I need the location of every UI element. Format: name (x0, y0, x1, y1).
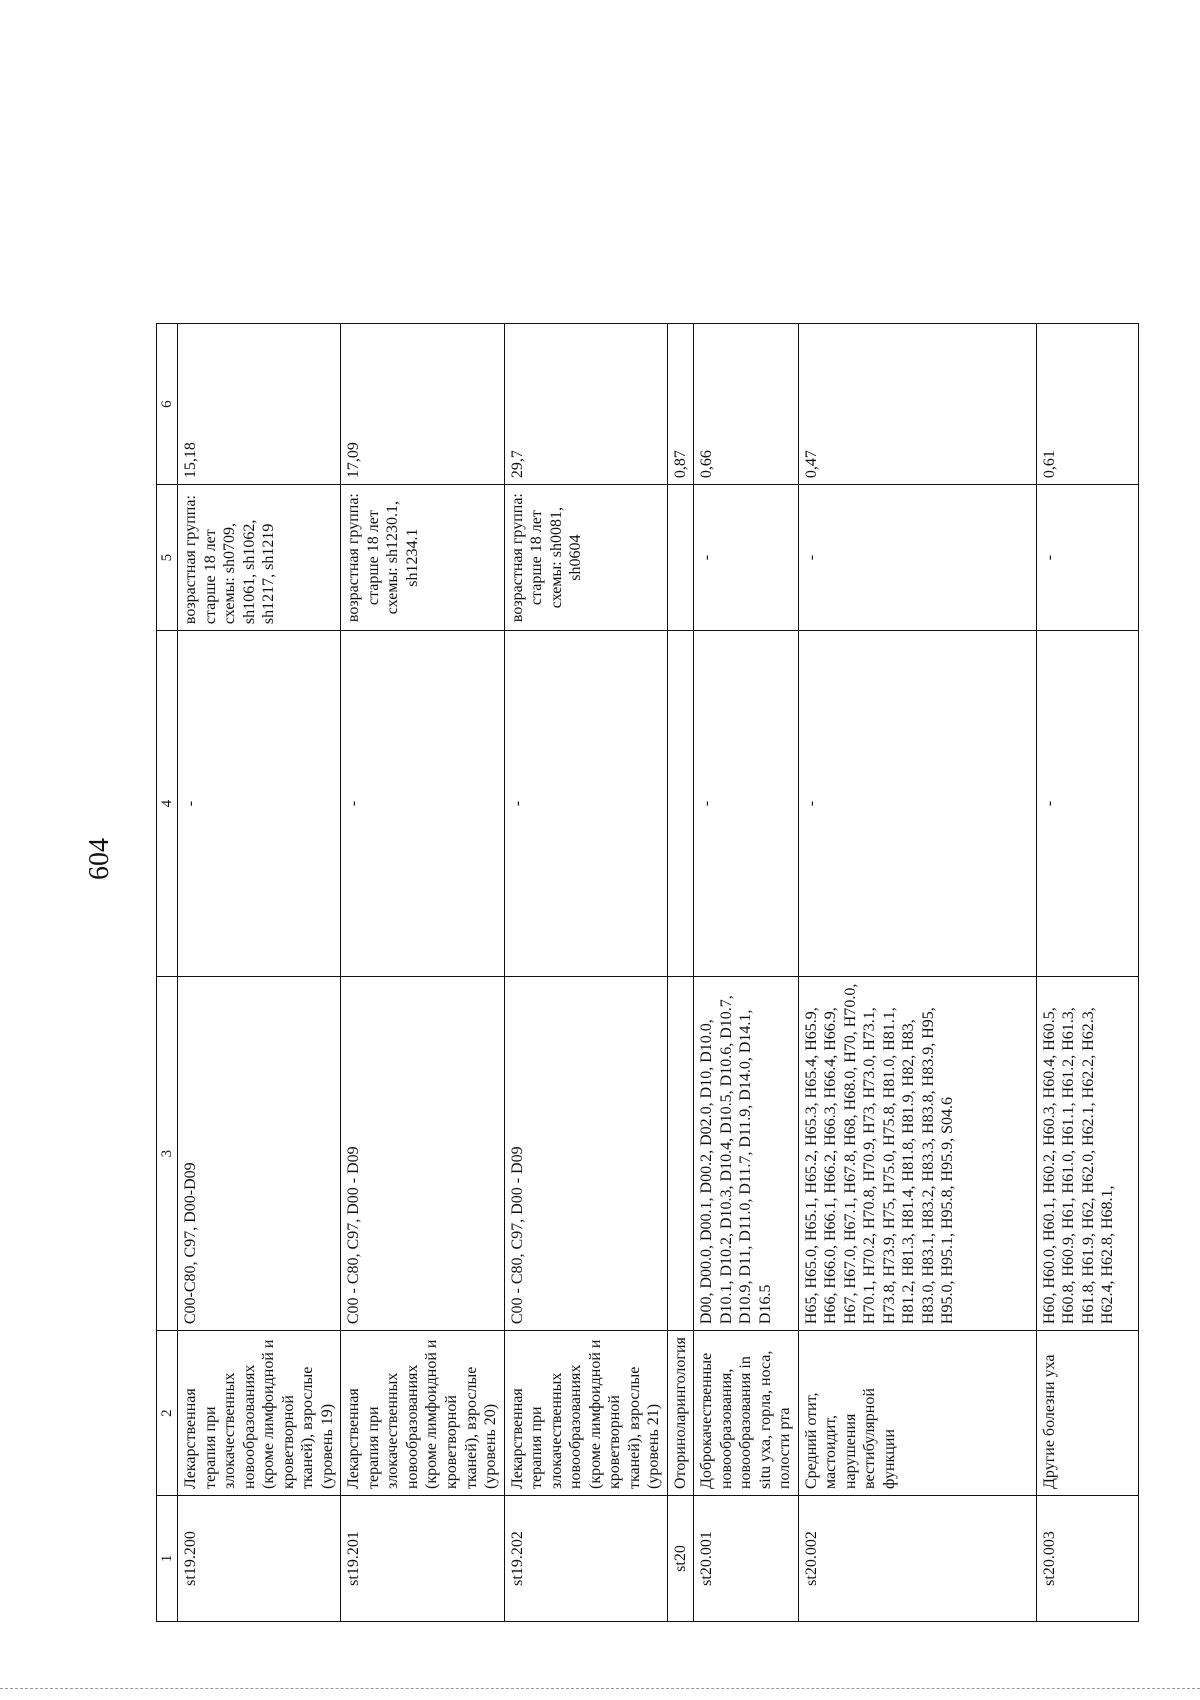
row-icd: C00 - C80, C97, D00 - D09 (341, 977, 504, 1331)
tariff-table (156, 323, 1139, 1622)
row-code: st19.201 (341, 1496, 504, 1622)
header-cell-5: 5 (157, 485, 178, 631)
row-code: st20.003 (1036, 1496, 1138, 1622)
row-col4: - (798, 631, 1036, 977)
row-code: st20.001 (694, 1496, 799, 1622)
row-coef: 0,87 (667, 324, 694, 485)
table-row (1036, 324, 1138, 1622)
row-col4: - (178, 631, 341, 977)
table-row (341, 324, 504, 1622)
header-cell-6: 6 (157, 324, 178, 485)
row-icd: C00 - C80, C97, D00 - D09 (504, 977, 667, 1331)
row-code: st20.002 (798, 1496, 1036, 1622)
section-row (667, 324, 694, 1622)
table-row (694, 324, 799, 1622)
row-col4: - (1036, 631, 1138, 977)
row-coef: 29,7 (504, 324, 667, 485)
row-icd (667, 977, 694, 1331)
row-code: st19.200 (178, 1496, 341, 1622)
scan-edge-line (0, 1688, 1200, 1689)
row-name: Лекарственная терапия при злокачественных новообразованиях (кроме лимфоидной и кроветворной тканей), взрослые (уровень 19) (178, 1331, 341, 1496)
row-coef: 17,09 (341, 324, 504, 485)
row-coef: 0,61 (1036, 324, 1138, 485)
header-cell-4: 4 (157, 631, 178, 977)
row-coef: 0,47 (798, 324, 1036, 485)
table-row (178, 324, 341, 1622)
row-code: st19.202 (504, 1496, 667, 1622)
row-coef: 15,18 (178, 324, 341, 485)
row-coef: 0,66 (694, 324, 799, 485)
header-row (157, 324, 178, 1622)
row-col5: возрастная группа: старше 18 лет схемы: sh1230.1, sh1234.1 (341, 485, 504, 631)
row-col5: - (798, 485, 1036, 631)
row-col4: - (694, 631, 799, 977)
row-icd: C00-C80, C97, D00-D09 (178, 977, 341, 1331)
table-row (798, 324, 1036, 1622)
header-cell-2: 2 (157, 1331, 178, 1496)
row-col5: - (694, 485, 799, 631)
row-col5: возрастная группа: старше 18 лет схемы: sh0081, sh0604 (504, 485, 667, 631)
row-col5 (667, 485, 694, 631)
row-name: Лекарственная терапия при злокачественных новообразованиях (кроме лимфоидной и кроветворной тканей), взрослые (уровень 20) (341, 1331, 504, 1496)
table-row (504, 324, 667, 1622)
row-name: Доброкачественные новообразования, новообразования in situ уха, горла, носа, полости рта (694, 1331, 799, 1496)
row-name: Лекарственная терапия при злокачественных новообразованиях (кроме лимфоидной и кроветворной тканей), взрослые (уровень 21) (504, 1331, 667, 1496)
header-cell-3: 3 (157, 977, 178, 1331)
row-code: st20 (667, 1496, 694, 1622)
row-icd: H60, H60.0, H60.1, H60.2, H60.3, H60.4, H60.5, H60.8, H60.9, H61, H61.0, H61.1, H61.2, H61.3, H61.8, H61.9, H62, H62.0, H62.1, H62.2, H62.3, H62.4, H62.8, H68.1, (1036, 977, 1138, 1331)
row-icd: H65, H65.0, H65.1, H65.2, H65.3, H65.4, H65.9, H66, H66.0, H66.1, H66.2, H66.3, H66.4, H66.9, H67, H67.0, H67.1, H67.8, H68, H68.0, H70, H70.0, H70.1, H70.2, H70.8, H70.9, H73, H73.0, H73.1, H73.8, H73.9, H75, H75.0, H75.8, H81.0, H81.1, H81.2, H81.3, H81.4, H81.8, H81.9, H82, H83, H83.0, H83.1, H83.2, H83.3, H83.8, H83.9, H95, H95.0, H95.1, H95.8, H95.9, S04.6 (798, 977, 1036, 1331)
row-col4: - (341, 631, 504, 977)
row-col4: - (504, 631, 667, 977)
row-icd: D00, D00.0, D00.1, D00.2, D02.0, D10, D10.0, D10.1, D10.2, D10.3, D10.4, D10.5, D10.6, D10.7, D10.9, D11, D11.0, D11.7, D11.9, D14.0, D14.1, D16.5 (694, 977, 799, 1331)
page-number: 604 (84, 838, 115, 880)
row-name: Другие болезни уха (1036, 1331, 1138, 1496)
row-col5: - (1036, 485, 1138, 631)
row-name: Средний отит, мастоидит, нарушения вестибулярной функции (798, 1331, 1036, 1496)
header-cell-1: 1 (157, 1496, 178, 1622)
row-col5: возрастная группа: старше 18 лет схемы: sh0709, sh1061, sh1062, sh1217, sh1219 (178, 485, 341, 631)
row-name: Оториноларингология (667, 1331, 694, 1496)
row-col4 (667, 631, 694, 977)
